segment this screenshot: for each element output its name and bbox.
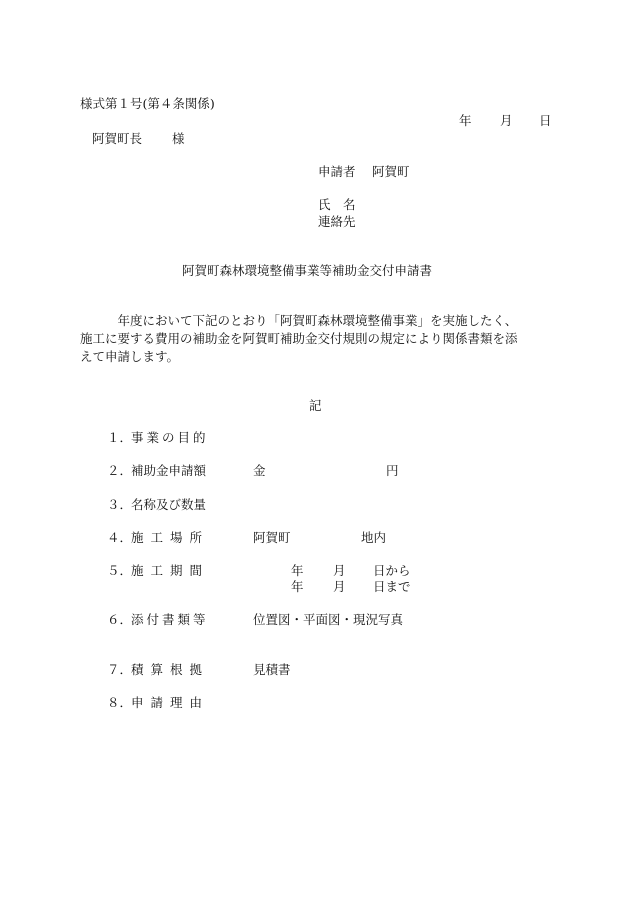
item-5-end-month: 月	[333, 579, 346, 594]
item-8-number: ８．	[107, 695, 133, 710]
item-5-end-day: 日まで	[373, 579, 411, 594]
item-7-label: 積算根拠	[131, 662, 210, 677]
item-4-value: 阿賀町	[253, 530, 291, 545]
item-4-number: ４．	[107, 530, 133, 545]
item-2-prefix: 金	[253, 463, 266, 478]
addressee-honorific: 様	[172, 131, 185, 146]
item-8-label: 申請理由	[131, 695, 210, 710]
date-year: 年	[459, 113, 472, 128]
body-line-3: えて申請します。	[80, 349, 180, 364]
document-title: 阿賀町森林環境整備事業等補助金交付申請書	[182, 263, 433, 278]
item-6-label: 添付書類等	[131, 612, 209, 627]
item-5-number: ５．	[107, 563, 133, 578]
body-line-2: 施工に要する費用の補助金を阿賀町補助金交付規則の規定により関係書類を添	[80, 331, 518, 346]
item-7-value: 見積書	[253, 662, 291, 677]
item-5-label: 施工期間	[131, 563, 210, 578]
item-1-number: １．	[107, 430, 133, 445]
application-body	[80, 312, 560, 366]
item-7-number: ７．	[107, 662, 133, 677]
item-2-suffix: 円	[386, 463, 399, 478]
item-5-start-month: 月	[333, 563, 346, 578]
item-2-label: 補助金申請額	[131, 463, 207, 478]
form-number: 様式第１号(第４条関係)	[80, 96, 215, 111]
item-5-start-year: 年	[291, 563, 304, 578]
item-4-label: 施工場所	[131, 530, 210, 545]
addressee-name: 阿賀町長	[92, 131, 143, 146]
item-2-number: ２．	[107, 463, 133, 478]
item-6-value: 位置図・平面図・現況写真	[253, 612, 404, 627]
applicant-contact-label: 連絡先	[318, 214, 356, 229]
applicant-label: 申請者	[318, 164, 356, 179]
item-3-number: ３．	[107, 497, 133, 512]
applicant-town: 阿賀町	[372, 164, 410, 179]
item-5-start-day: 日から	[373, 563, 411, 578]
item-1-label: 事業の目的	[131, 430, 209, 445]
item-3-label: 名称及び数量	[131, 497, 207, 512]
item-6-number: ６．	[107, 612, 133, 627]
applicant-name-label: 氏 名	[318, 197, 356, 212]
item-5-end-year: 年	[291, 579, 304, 594]
date-day: 日	[539, 113, 552, 128]
body-line-1: 年度において下記のとおり「阿賀町森林環境整備事業」を実施したく、	[80, 313, 518, 328]
date-month: 月	[500, 113, 513, 128]
item-4-suffix: 地内	[361, 530, 387, 545]
ki-heading: 記	[309, 398, 322, 413]
